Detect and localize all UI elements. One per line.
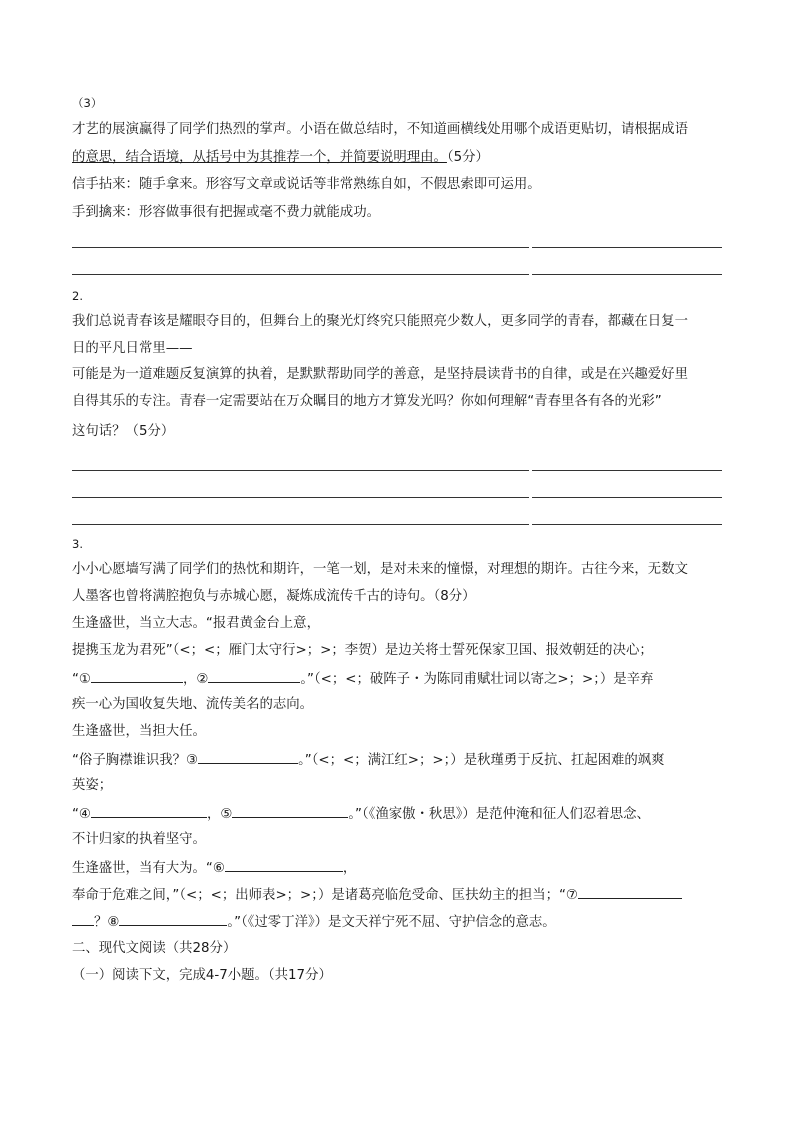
question-text: 。”（《渔家傲・秋思》）是范仲淹和征人们忍着思念、 [348,807,650,822]
underlined-text: 的意思，结合语境，从括号中为其推荐一个，并简要说明理由。 [72,150,447,165]
blank-marker: ，⑤ [206,807,233,822]
question-text: 这句话？（5分） [72,424,175,439]
question-text [72,148,489,168]
question-text: 英姿； [72,778,113,793]
section-subheading: （一）阅读下文，完成4-7小题。（共17分） [72,968,332,983]
question-text: 可能是为一道难题反复演算的执着，是默默帮助同学的善意，是坚持晨读背书的自律，或是在兴趣爱好里 [72,367,688,382]
fill-in-line [72,911,556,933]
question-label: 3. [72,537,83,551]
blank-3[interactable] [198,749,298,764]
answer-line[interactable] [532,470,722,471]
question-text: 。”（<；<；破阵子・为陈同甫赋壮词以寄之>；>；）是辛弃 [300,672,654,687]
question-label: （3） [72,96,103,110]
question-text: 日的平凡日常里—— [72,341,193,356]
blank-1[interactable] [91,668,183,683]
question-text: 才艺的展演赢得了同学们热烈的掌声。小语在做总结时，不知道画横线处用哪个成语更贴切，请根据成语 [72,122,688,137]
question-text: 生逢盛世，当有大为。“⑥ [72,861,225,876]
answer-line[interactable] [532,497,722,498]
answer-line[interactable] [72,247,529,248]
question-text: 我们总说青春该是耀眼夺目的，但舞台上的聚光灯终究只能照亮少数人，更多同学的青春，都藏在日复一 [72,314,688,329]
blank-6[interactable] [225,857,343,872]
blank-marker: “④ [72,807,91,822]
score-text: （5分） [446,150,489,165]
question-text: ， [342,861,357,876]
blank-7-continued[interactable] [72,911,94,926]
answer-line[interactable] [72,274,529,275]
blank-4[interactable] [91,803,207,818]
answer-line[interactable] [532,274,722,275]
idiom-definition: 手到擒来：形容做事很有把握或毫不费力就能成功。 [72,205,380,220]
fill-in-line [72,803,650,825]
fill-in-line [72,749,665,771]
question-text: 不计归家的执着坚守。 [72,832,206,847]
answer-line[interactable] [72,470,529,471]
answer-line[interactable] [72,524,529,525]
blank-5[interactable] [232,803,348,818]
question-text: 疾一心为国收复失地、流传美名的志向。 [72,697,314,712]
section-heading: 二、现代文阅读（共28分） [72,941,237,956]
question-text: 奉命于危难之间，”（<；<；出师表>；>；）是诸葛亮临危受命、匡扶幼主的担当；“⑦ [72,888,578,903]
question-text: 提携玉龙为君死”（<；<；雁门太守行>；>；李贺）是边关将士誓死保家卫国、报效朝廷的决心； [72,643,653,658]
question-text: 生逢盛世，当担大任。 [72,724,206,739]
question-text: “俗子胸襟谁识我？③ [72,753,199,768]
fill-in-line [72,884,682,906]
fill-in-line [72,857,356,879]
fill-in-line [72,668,653,690]
blank-marker: ？⑧ [94,915,120,930]
blank-marker: “① [72,672,91,687]
question-text: 自得其乐的专注。青春一定需要站在万众瞩目的地方才算发光吗？你如何理解“青春里各有各的光彩” [72,394,662,409]
question-label: 2. [72,289,83,303]
blank-marker: ，② [182,672,209,687]
blank-7[interactable] [578,884,682,899]
blank-2[interactable] [208,668,300,683]
answer-line[interactable] [532,247,722,248]
answer-line[interactable] [72,497,529,498]
answer-line[interactable] [532,524,722,525]
question-text: 生逢盛世，当立大志。“报君黄金台上意， [72,616,320,631]
question-text: 人墨客也曾将满腔抱负与赤城心愿，凝炼成流传千古的诗句。（8分） [72,589,476,604]
question-text: 。”（<；<；满江红>；>；）是秋瑾勇于反抗、扛起困难的飒爽 [298,753,665,768]
question-text: 小小心愿墙写满了同学们的热忱和期许，一笔一划，是对未来的憧憬，对理想的期许。古往今来，无数文 [72,562,688,577]
idiom-definition: 信手拈来：随手拿来。形容写文章或说话等非常熟练自如，不假思索即可运用。 [72,177,541,192]
question-text: 。”（《过零丁洋》）是文天祥宁死不屈、守护信念的意志。 [227,915,556,930]
blank-8[interactable] [119,911,227,926]
